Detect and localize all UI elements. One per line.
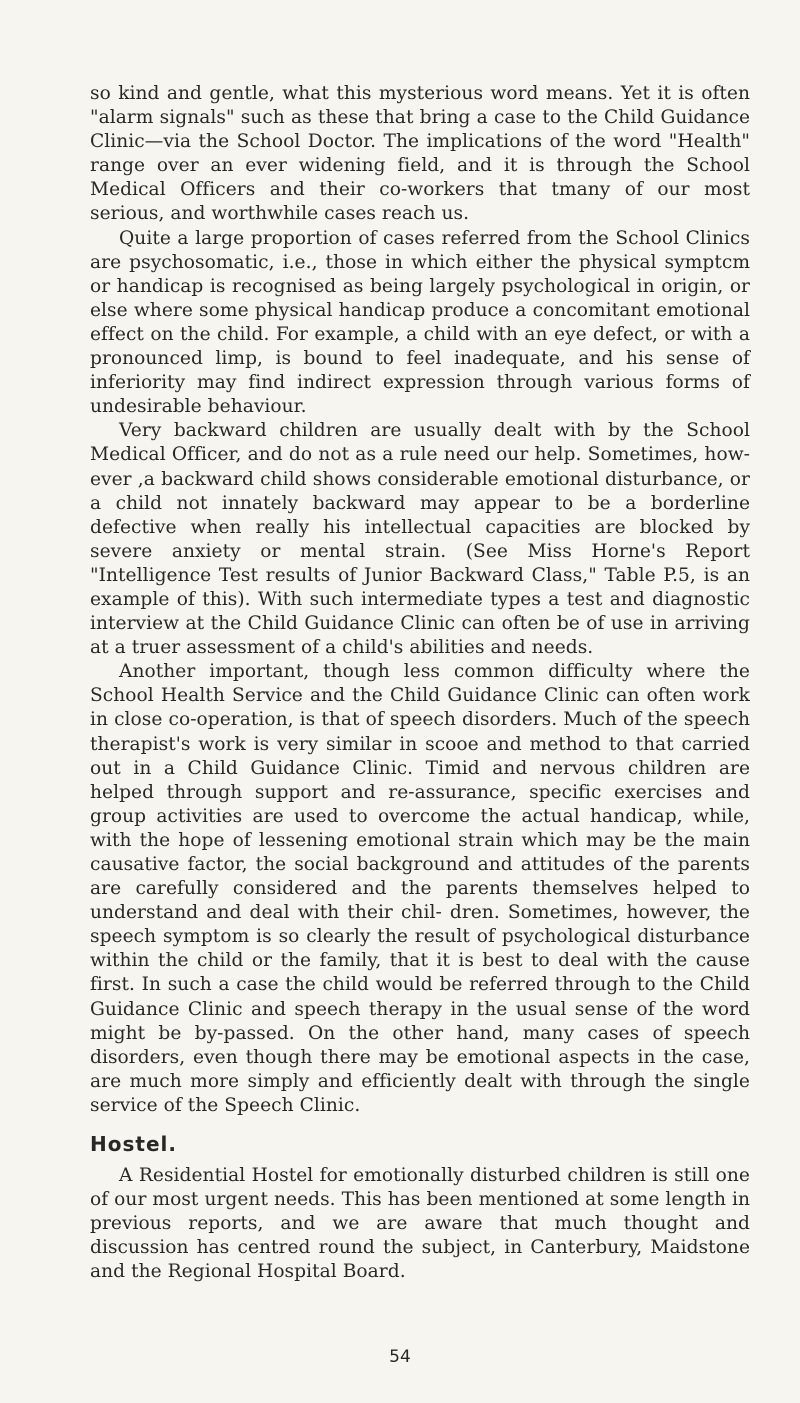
page-body [90, 82, 750, 1285]
section-heading-hostel: Hostel. [90, 1132, 177, 1157]
paragraph-4: Another important, though less common difficulty where the School Health Service and the Child Guidance Clinic can often work in close co-operation, is that of speech disorders. Much of the speech therapist's work is very similar in scooe and method to that carried out in a Child Guidance Clinic. Timid and nervous children are helped through support and re-assurance, specific exercises and group activities are used to overcome the actual handicap, while, with the hope of lessening emotional strain which may be the main causative factor, the social background and attitudes of the parents are carefully considered and the parents themselves helped to understand and deal with their chil- dren. Sometimes, however, the speech symptom is so clearly the result of psychological disturbance within the child or the family, that it is best to deal with the cause first. In such a case the child would be referred through to the Child Guidance Clinic and speech therapy in the usual sense of the word might be by-passed. On the other hand, many cases of speech disorders, even though there may be emotional aspects in the case, are much more simply and efficiently dealt with through the single service of the Speech Clinic. [90, 661, 750, 1116]
paragraph-2: Quite a large proportion of cases referred from the School Clinics are psychosomatic, i.e., those in which either the physical symptcm or handicap is recognised as being largely psychological in origin, or else where some physical handicap produce a concomitant emotional effect on the child. For example, a child with an eye defect, or with a pronounced limp, is bound to feel inadequate, and his sense of inferiority may find indirect expression through various forms of undesirable behaviour. [90, 227, 750, 418]
paragraph-1: so kind and gentle, what this mysterious word means. Yet it is often "alarm signals" such as these that bring a case to the Child Guidance Clinic—via the School Doctor. The implications of the word "Health" range over an ever widening field, and it is through the School Medical Officers and their co-workers that tmany of our most serious, and worthwhile cases reach us. [90, 83, 750, 225]
page-number: 54 [389, 1347, 411, 1367]
paragraph-3: Very backward children are usually dealt with by the School Medical Officer, and do not as a rule need our help. Sometimes, how- ever ,a backward child shows considerable emotional disturbance, or a child not innately backward may appear to be a borderline defective when really his intellectual capacities are blocked by severe anxiety or mental strain. (See Miss Horne's Report "Intelligence Test results of Junior Backward Class," Table P.5, is an example of this). With such intermediate types a test and diagnostic interview at the Child Guidance Clinic can often be of use in arriving at a truer assessment of a child's abilities and needs. [90, 420, 750, 659]
paragraph-5: A Residential Hostel for emotionally disturbed children is still one of our most urgent needs. This has been mentioned at some length in previous reports, and we are aware that much thought and discussion has centred round the subject, in Canterbury, Maidstone and the Regional Hospital Board. [90, 1165, 750, 1283]
